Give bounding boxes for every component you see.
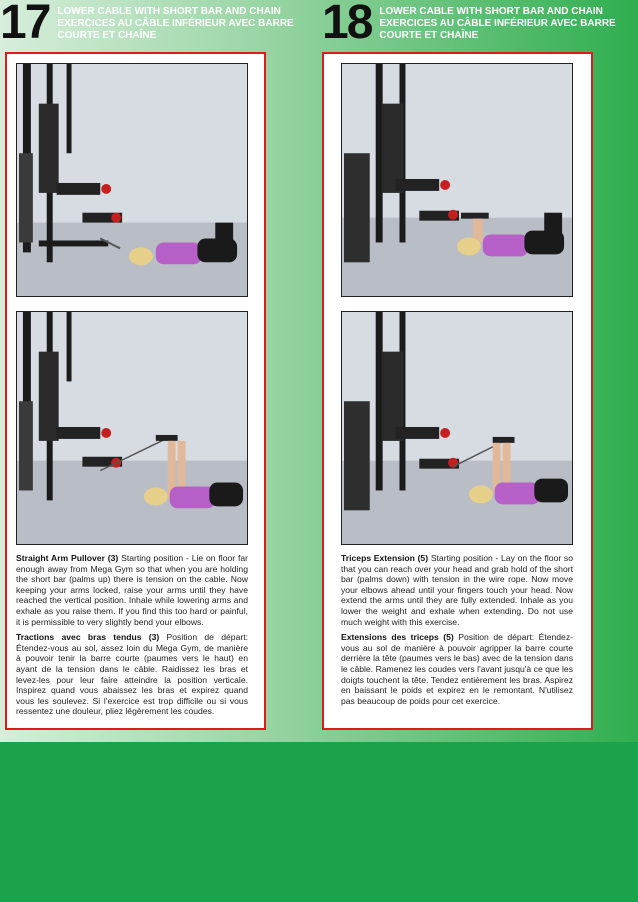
left-fr-body: Position de départ: Étendez-vous au sol, assez loin du Mega Gym, de manière à pouvoir tenir la barre courte (paumes vers le haut) en ayant de la tension dans le câble. Raidissez les bras et levez-les pour leur faire atteindre la position verticale. Inspirez quand vous abaissez les bras et expirez quand vous les soulevez. Si l'exercice est trop difficile ou si vous ressentez une douleur, pliez légèrement les coudes.	[16, 632, 248, 717]
right-fr-paragraph	[341, 632, 573, 706]
right-fr-heading: Extensions des triceps (5)	[341, 632, 454, 643]
left-title-fr-1: EXERCICES AU CÂBLE INFÉRIEUR AVEC BARRE	[57, 18, 294, 29]
right-header	[322, 0, 622, 52]
right-en-heading: Triceps Extension (5)	[341, 553, 429, 563]
left-en-heading: Straight Arm Pullover (3)	[16, 553, 119, 563]
right-en-paragraph	[341, 553, 573, 627]
exercise-number-17: 17	[0, 0, 50, 49]
bottom-green-band	[0, 742, 638, 902]
right-title-block	[379, 6, 615, 42]
left-title-fr-2: COURTE ET CHAÎNE	[57, 30, 157, 41]
left-title-block	[57, 6, 293, 42]
left-en-paragraph	[16, 553, 248, 627]
right-title-en: LOWER CABLE WITH SHORT BAR AND CHAIN	[379, 6, 603, 17]
photo-18-finish	[341, 311, 573, 545]
photo-18-start	[341, 63, 573, 297]
photo-17-start	[16, 63, 248, 297]
photo-17-finish	[16, 311, 248, 545]
left-title-en: LOWER CABLE WITH SHORT BAR AND CHAIN	[57, 6, 281, 17]
exercise-number-18: 18	[322, 0, 372, 49]
left-fr-heading: Tractions avec bras tendus (3)	[16, 632, 160, 643]
right-fr-body: Position de départ: Étendez-vous au sol de manière à pouvoir agripper la barre courte derrière la tête (paumes vers le bas) avec de la tension dans le câble. Ramenez les coudes vers l'avant jusqu'à ce que les doigts touchent la tête. Tendez entièrement les bras. Aspirez en baissant le poids et expirez en le remontant. N'utilisez pas beaucoup de poids pour cet exercice.	[341, 632, 573, 706]
left-header	[0, 0, 300, 52]
right-text-block	[341, 553, 573, 711]
left-text-block	[16, 553, 248, 722]
right-title-fr-2: COURTE ET CHAÎNE	[379, 30, 479, 41]
right-title-fr-1: EXERCICES AU CÂBLE INFÉRIEUR AVEC BARRE	[379, 18, 616, 29]
right-en-body: Starting position - Lay on the floor so that you can reach over your head and grab hold of the short bar (palms down) with tension in the wire rope. Now move your elbows ahead until your fingers touch your head. Now extend the arms until they are fully extended. Inhale as you lower the weight and exhale when extending. Do not use much weight with this exercise.	[341, 553, 574, 627]
left-en-body: Starting position - Lie on floor far enough away from Mega Gym so that when you are holding the short bar (palms up) there is tension on the cable. Now keeping your arms locked, raise your arms until they have reached the vertical position. Inhale while lowering arms and exhale as you raise them. If you find this too hard or painful, it is permissible to very slightly bend your elbows.	[16, 553, 248, 627]
left-fr-paragraph	[16, 632, 248, 717]
